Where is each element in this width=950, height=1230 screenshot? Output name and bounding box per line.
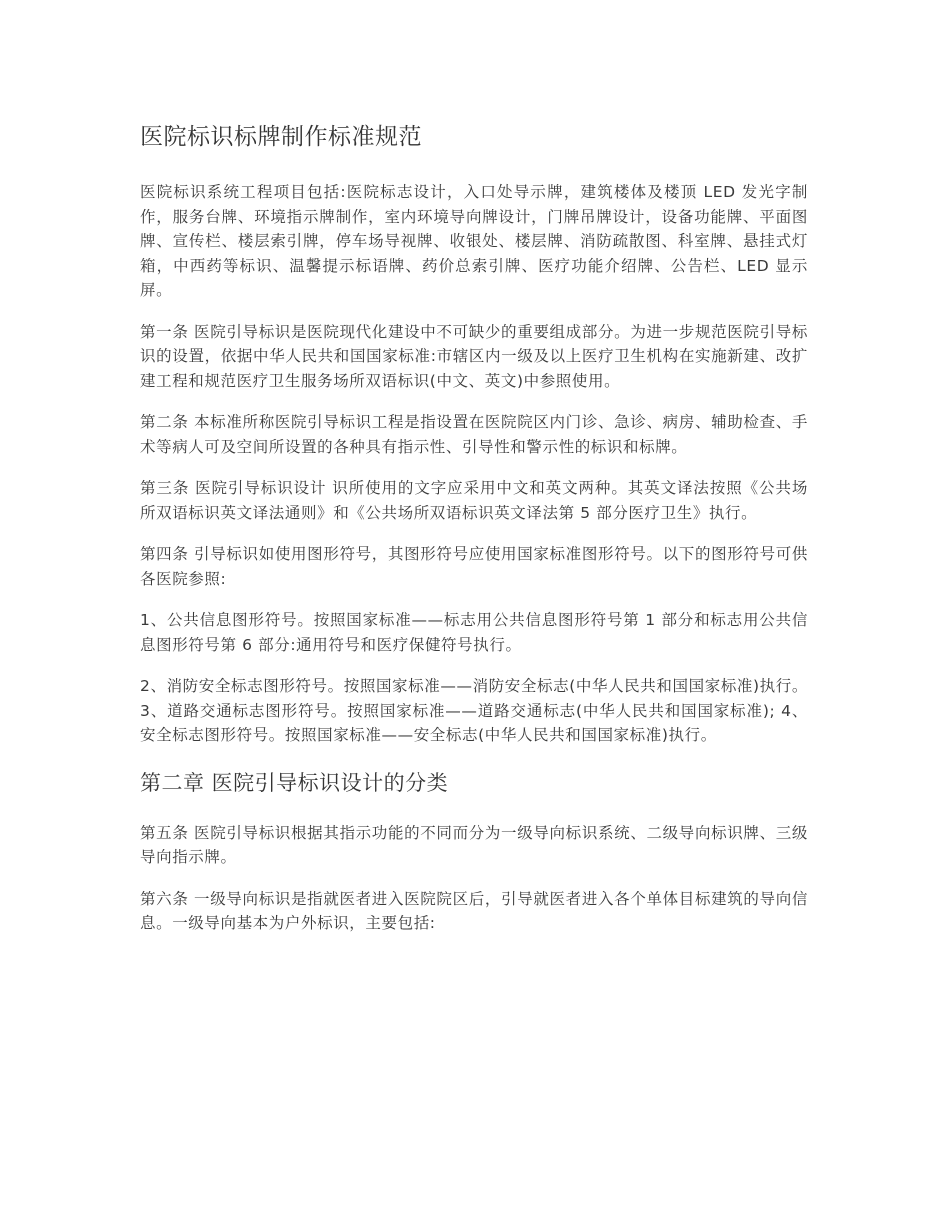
document-page: [140, 118, 808, 936]
paragraph-article-1: 第一条 医院引导标识是医院现代化建设中不可缺少的重要组成部分。为进一步规范医院引导标识的设置，依据中华人民共和国国家标准:市辖区内一级及以上医疗卫生机构在实施新建、改扩建工程和规范医疗卫生服务场所双语标识(中文、英文)中参照使用。: [140, 322, 808, 390]
paragraph-item-1: 1、公共信息图形符号。按照国家标准——标志用公共信息图形符号第 1 部分和标志用公共信息图形符号第 6 部分:通用符号和医疗保健符号执行。: [140, 611, 808, 654]
paragraph-article-6: 第六条 一级导向标识是指就医者进入医院院区后，引导就医者进入各个单体目标建筑的导向信息。一级导向基本为户外标识，主要包括:: [140, 889, 808, 932]
paragraph-article-2: 第二条 本标准所称医院引导标识工程是指设置在医院院区内门诊、急诊、病房、辅助检查、手术等病人可及空间所设置的各种具有指示性、引导性和警示性的标识和标牌。: [140, 413, 808, 456]
paragraph-item-2-4: 2、消防安全标志图形符号。按照国家标准——消防安全标志(中华人民共和国国家标准)执行。 3、道路交通标志图形符号。按照国家标准——道路交通标志(中华人民共和国国家标准); 4、安全标志图形符号。按照国家标准——安全标志(中华人民共和国国家标准)执行。: [140, 677, 808, 744]
chapter-heading: 第二章 医院引导标识设计的分类: [140, 770, 449, 795]
paragraph-intro: 医院标识系统工程项目包括:医院标志设计，入口处导示牌，建筑楼体及楼顶 LED 发光字制作，服务台牌、环境指示牌制作，室内环境导向牌设计，门牌吊牌设计，设备功能牌、平面图牌、宣传栏、楼层索引牌，停车场导视牌、收银处、楼层牌、消防疏散图、科室牌、悬挂式灯箱，中西药等标识、温馨提示标语牌、药价总索引牌、医疗功能介绍牌、公告栏、LED 显示屏。: [140, 183, 808, 299]
document-title: 医院标识标牌制作标准规范: [140, 124, 422, 150]
paragraph-article-3: 第三条 医院引导标识设计 识所使用的文字应采用中文和英文两种。其英文译法按照《公共场所双语标识英文译法通则》和《公共场所双语标识英文译法第 5 部分医疗卫生》执行。: [140, 479, 808, 522]
paragraph-article-4: 第四条 引导标识如使用图形符号，其图形符号应使用国家标准图形符号。以下的图形符号可供各医院参照:: [140, 545, 808, 588]
paragraph-article-5: 第五条 医院引导标识根据其指示功能的不同而分为一级导向标识系统、二级导向标识牌、三级导向指示牌。: [140, 823, 808, 866]
